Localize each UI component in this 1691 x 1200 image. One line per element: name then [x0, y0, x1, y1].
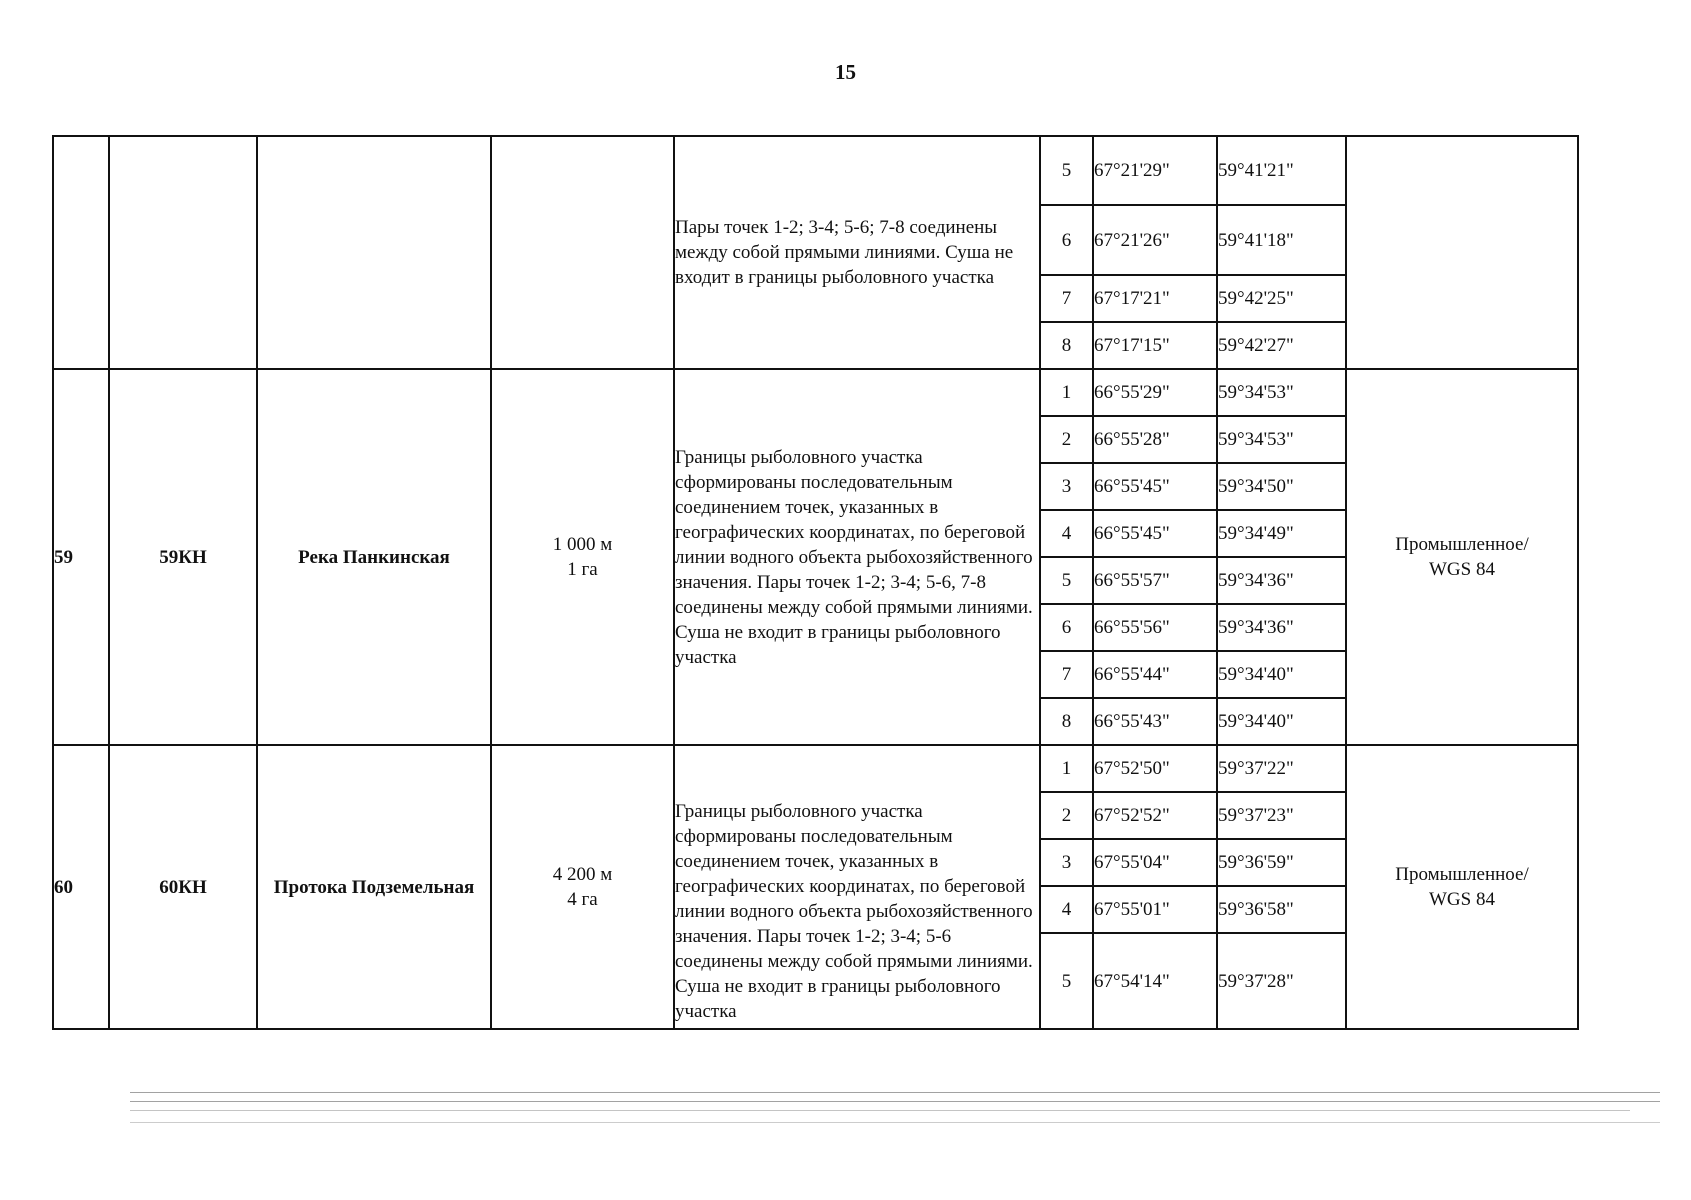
latitude-cell: 67°17'15" [1093, 322, 1217, 369]
coordinate-system: WGS 84 [1429, 559, 1495, 580]
plot-length: 4 200 м [552, 864, 613, 885]
latitude-cell: 67°21'26" [1093, 205, 1217, 275]
coordinate-system: WGS 84 [1429, 889, 1495, 910]
longitude-cell: 59°34'53" [1217, 369, 1346, 416]
longitude-cell: 59°34'53" [1217, 416, 1346, 463]
plot-code-cell [109, 136, 257, 369]
scan-artifact-line [130, 1122, 1660, 1123]
longitude-cell: 59°42'25" [1217, 275, 1346, 322]
longitude-cell: 59°34'36" [1217, 557, 1346, 604]
plot-type-cell [1346, 136, 1578, 369]
plot-area: 4 га [567, 889, 598, 910]
point-number-cell: 5 [1040, 933, 1093, 1029]
latitude-cell: 67°52'52" [1093, 792, 1217, 839]
plot-size-cell [491, 369, 674, 745]
longitude-cell: 59°37'22" [1217, 745, 1346, 792]
longitude-cell: 59°41'18" [1217, 205, 1346, 275]
point-number-cell: 1 [1040, 369, 1093, 416]
table-row [53, 369, 1578, 416]
latitude-cell: 66°55'44" [1093, 651, 1217, 698]
point-number-cell: 5 [1040, 136, 1093, 205]
water-body-name-cell: Протока Подземельная [257, 745, 491, 1029]
longitude-cell: 59°37'23" [1217, 792, 1346, 839]
longitude-cell: 59°37'28" [1217, 933, 1346, 1029]
plot-number-cell: 60 [53, 745, 109, 1029]
scan-artifact-line [130, 1092, 1660, 1093]
longitude-cell: 59°34'49" [1217, 510, 1346, 557]
plot-code-cell: 59КН [109, 369, 257, 745]
plot-type-cell [1346, 369, 1578, 745]
longitude-cell: 59°41'21" [1217, 136, 1346, 205]
point-number-cell: 5 [1040, 557, 1093, 604]
latitude-cell: 67°52'50" [1093, 745, 1217, 792]
latitude-cell: 66°55'29" [1093, 369, 1217, 416]
point-number-cell: 6 [1040, 604, 1093, 651]
longitude-cell: 59°34'50" [1217, 463, 1346, 510]
plot-size-cell [491, 136, 674, 369]
plot-size-cell [491, 745, 674, 1029]
latitude-cell: 67°55'01" [1093, 886, 1217, 933]
plot-code-cell: 60КН [109, 745, 257, 1029]
point-number-cell: 3 [1040, 839, 1093, 886]
latitude-cell: 66°55'45" [1093, 463, 1217, 510]
latitude-cell: 67°17'21" [1093, 275, 1217, 322]
scan-artifact-line [130, 1110, 1630, 1111]
point-number-cell: 2 [1040, 416, 1093, 463]
latitude-cell: 66°55'56" [1093, 604, 1217, 651]
plot-type-cell [1346, 745, 1578, 1029]
plot-area: 1 га [567, 559, 598, 580]
point-number-cell: 8 [1040, 698, 1093, 745]
latitude-cell: 66°55'28" [1093, 416, 1217, 463]
point-number-cell: 3 [1040, 463, 1093, 510]
longitude-cell: 59°36'58" [1217, 886, 1346, 933]
latitude-cell: 67°21'29" [1093, 136, 1217, 205]
table-row [53, 745, 1578, 792]
page-number: 15 [835, 60, 856, 84]
plot-number-cell [53, 136, 109, 369]
longitude-cell: 59°42'27" [1217, 322, 1346, 369]
point-number-cell: 1 [1040, 745, 1093, 792]
plot-length: 1 000 м [552, 534, 613, 555]
fishing-plots-table [52, 135, 1579, 1030]
latitude-cell: 66°55'43" [1093, 698, 1217, 745]
longitude-cell: 59°36'59" [1217, 839, 1346, 886]
latitude-cell: 67°54'14" [1093, 933, 1217, 1029]
plot-purpose: Промышленное/ [1395, 864, 1529, 885]
point-number-cell: 7 [1040, 275, 1093, 322]
point-number-cell: 2 [1040, 792, 1093, 839]
boundary-description-cell: Пары точек 1-2; 3-4; 5-6; 7-8 соединены между собой прямыми линиями. Суша не входит в границы рыболовного участка [674, 136, 1040, 369]
latitude-cell: 66°55'45" [1093, 510, 1217, 557]
latitude-cell: 66°55'57" [1093, 557, 1217, 604]
water-body-name-cell [257, 136, 491, 369]
point-number-cell: 4 [1040, 886, 1093, 933]
point-number-cell: 6 [1040, 205, 1093, 275]
longitude-cell: 59°34'40" [1217, 698, 1346, 745]
boundary-description-cell: Границы рыболовного участка сформированы последовательным соединением точек, указанных в географических координатах, по береговой линии водного объекта рыбохозяйственного значения. Пары точек 1-2; 3-4; 5-6 соединены между собой прямыми линиями. Суша не входит в границы рыболовного участка [674, 745, 1040, 1029]
boundary-description-cell: Границы рыболовного участка сформированы последовательным соединением точек, указанных в географических координатах, по береговой линии водного объекта рыбохозяйственного значения. Пары точек 1-2; 3-4; 5-6, 7-8 соединены между собой прямыми линиями. Суша не входит в границы рыболовного участка [674, 369, 1040, 745]
plot-number-cell: 59 [53, 369, 109, 745]
point-number-cell: 7 [1040, 651, 1093, 698]
longitude-cell: 59°34'40" [1217, 651, 1346, 698]
scan-artifact-line [130, 1101, 1660, 1102]
point-number-cell: 8 [1040, 322, 1093, 369]
table-row [53, 136, 1578, 205]
point-number-cell: 4 [1040, 510, 1093, 557]
longitude-cell: 59°34'36" [1217, 604, 1346, 651]
water-body-name-cell: Река Панкинская [257, 369, 491, 745]
latitude-cell: 67°55'04" [1093, 839, 1217, 886]
plot-purpose: Промышленное/ [1395, 534, 1529, 555]
